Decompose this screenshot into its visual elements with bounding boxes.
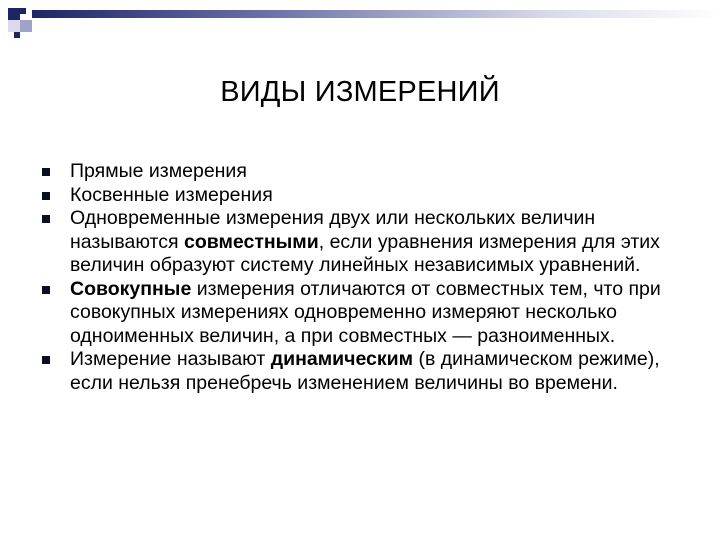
bold-term: Совокупные (70, 277, 192, 300)
bullet-item (40, 184, 700, 208)
decor-square-light (8, 20, 20, 32)
bullet-item (40, 278, 700, 349)
bullet-text: Измерение называют (70, 348, 271, 370)
bullet-text: Прямые измерения (70, 160, 247, 182)
corner-decoration (0, 0, 720, 40)
square-bullet-icon (42, 168, 50, 176)
decor-square-mid (20, 20, 32, 32)
decor-square-small (20, 8, 26, 14)
bullet-item (40, 207, 700, 278)
bullet-list (40, 160, 700, 395)
bullet-text: Одновременные измерения двух или нескольких величин называются (70, 207, 596, 253)
decor-square-tiny (14, 32, 20, 38)
bullet-item (40, 348, 700, 395)
decor-gradient-bar (32, 10, 720, 18)
bullet-text: (в динамическом режиме), если нельзя пренебречь изменением величины во времени. (70, 348, 660, 394)
bullet-text: , если уравнения измерения для этих величин образуют систему линейных независимых уравнений. (70, 230, 660, 276)
bold-term: динамическим (270, 348, 414, 370)
slide-title: ВИДЫ ИЗМЕРЕНИЙ (220, 76, 500, 108)
square-bullet-icon (42, 192, 50, 200)
bold-term: совместными (183, 230, 319, 253)
decor-square-dark (8, 8, 20, 20)
square-bullet-icon (42, 215, 50, 223)
bullet-item (40, 160, 700, 184)
bullet-text: измерения отличаются от совместных тем, что при совокупных измерениях одновременно измеряют несколько одноименных величин, а при совместных — разноименных. (70, 277, 661, 347)
square-bullet-icon (42, 356, 50, 364)
square-bullet-icon (42, 286, 50, 294)
bullet-text: Косвенные измерения (70, 183, 273, 206)
